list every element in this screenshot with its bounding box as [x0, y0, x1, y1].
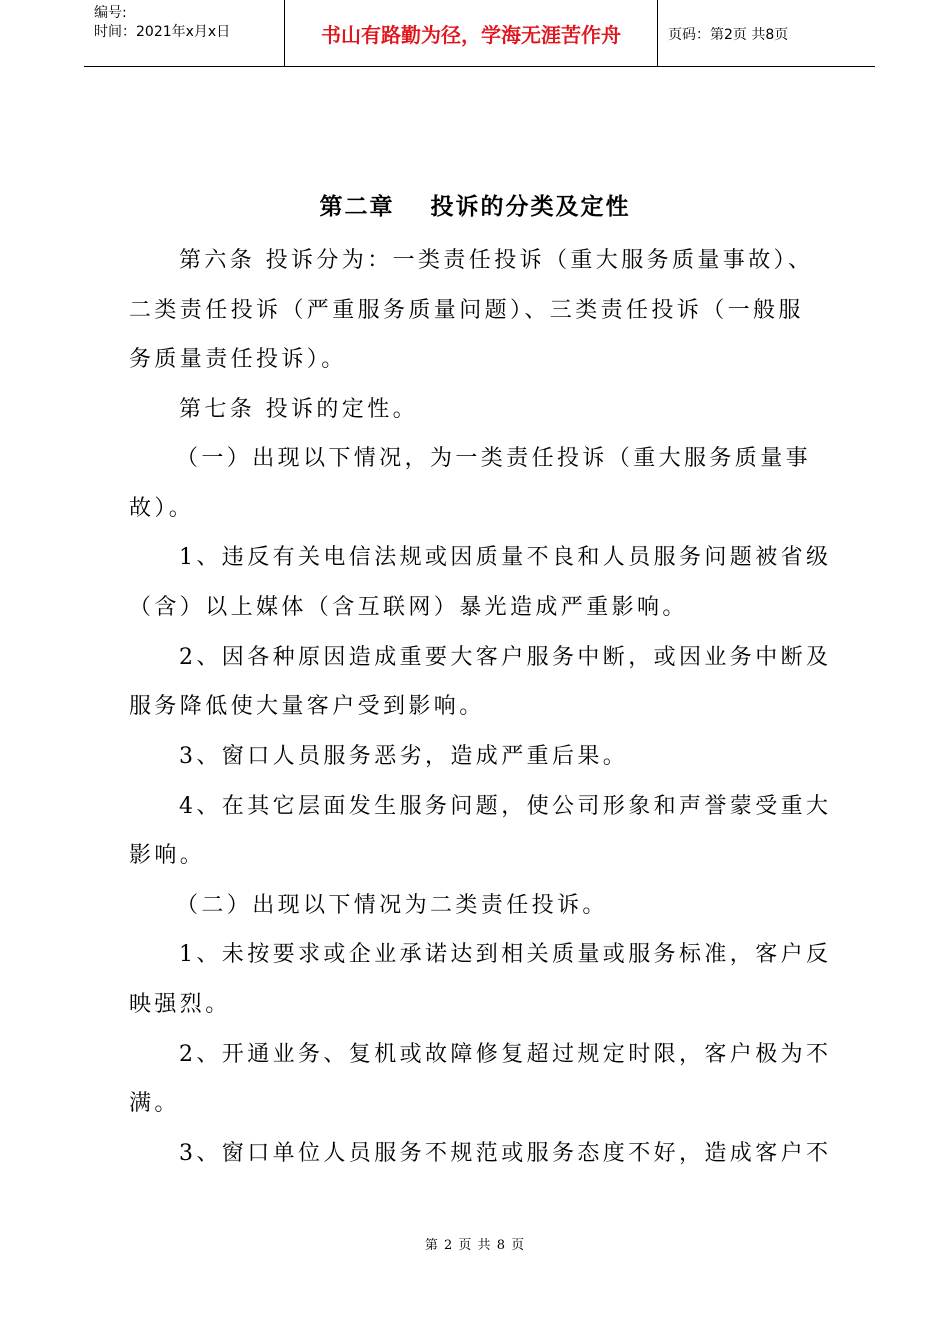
- body-line: 二类责任投诉（严重服务质量问题）、三类责任投诉（一般服: [129, 298, 804, 323]
- body-line: （含）以上媒体（含互联网）暴光造成严重影响。: [129, 595, 688, 620]
- body-line: 服务降低使大量客户受到影响。: [129, 694, 485, 719]
- header-meta-cell: [84, 0, 285, 67]
- body-line: 1、违反有关电信法规或因质量不良和人员服务问题被省级: [179, 545, 832, 570]
- header-page-info: 页码：第2页 共8页: [668, 26, 789, 43]
- body-line: （二）出现以下情况为二类责任投诉。: [176, 893, 608, 918]
- page-header: [84, 0, 875, 67]
- body-line: 3、窗口单位人员服务不规范或服务态度不好，造成客户不: [179, 1141, 832, 1166]
- body-line: 故）。: [129, 496, 195, 521]
- chapter-number: 第二章: [319, 193, 395, 220]
- body-line: 满。: [129, 1091, 180, 1116]
- body-line: 务质量责任投诉）。: [129, 347, 347, 372]
- page-footer: 第 2 页 共 8 页: [424, 1238, 526, 1253]
- body-line: 第六条 投诉分为：一类责任投诉（重大服务质量事故）、: [179, 248, 814, 273]
- body-line: 1、未按要求或企业承诺达到相关质量或服务标准，客户反: [179, 942, 832, 967]
- header-motto: 书山有路勤为径，学海无涯苦作舟: [285, 0, 658, 67]
- chapter-heading: 投诉的分类及定性: [430, 193, 631, 220]
- number-label: 编号:: [94, 5, 127, 21]
- body-line: 2、开通业务、复机或故障修复超过规定时限，客户极为不: [179, 1042, 832, 1067]
- body-line: 映强烈。: [129, 992, 231, 1017]
- body-line: （一）出现以下情况，为一类责任投诉（重大服务质量事: [176, 446, 812, 471]
- body-line: 第七条 投诉的定性。: [179, 397, 418, 422]
- body-line: 4、在其它层面发生服务问题，使公司形象和声誉蒙受重大: [179, 794, 832, 819]
- body-line: 影响。: [129, 843, 206, 868]
- time-label: 时间：2021年x月x日: [94, 24, 231, 40]
- body-line: 3、窗口人员服务恶劣，造成严重后果。: [179, 744, 629, 769]
- chapter-title: [0, 188, 950, 221]
- body-line: 2、因各种原因造成重要大客户服务中断，或因业务中断及: [179, 645, 832, 670]
